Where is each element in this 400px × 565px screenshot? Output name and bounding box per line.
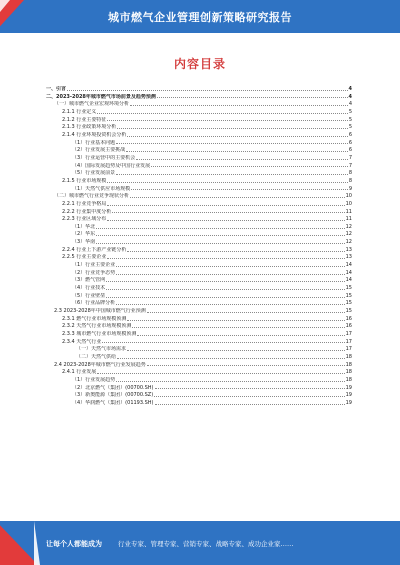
toc-entry-label: （2）华东 [72,231,96,238]
toc-entry-page: 6 [348,131,352,138]
toc-leader-dots [136,158,348,160]
report-title: 城市燃气企业管理创新策略研究报告 [108,11,292,24]
toc-entry[interactable] [46,224,352,232]
toc-leader-dots [130,196,345,198]
toc-entry-page: 5 [348,116,352,123]
toc-entry[interactable] [46,262,352,270]
toc-entry[interactable] [46,277,352,285]
page-footer [0,521,400,565]
toc-entry-page: 17 [345,346,352,353]
toc-entry-page: 7 [348,162,352,169]
toc-entry-label: 2.4 2023-2028年城市燃气行业发展趋势 [54,361,146,368]
toc-entry[interactable] [46,377,352,385]
toc-entry-page: 12 [345,239,352,246]
toc-entry-page: 13 [345,254,352,261]
toc-leader-dots [154,395,344,397]
toc-entry-page: 4 [348,101,352,108]
toc-entry-label: （3）华南 [72,239,96,246]
toc-entry-label: （1）行业主要企业 [72,262,116,269]
toc-entry-page: 18 [345,361,352,368]
toc-entry-label: （6）行业品牌分析 [72,300,116,307]
toc-entry[interactable] [46,369,352,377]
toc-leader-dots [130,104,348,106]
toc-entry-page: 10 [345,200,352,207]
page-header [0,0,400,33]
toc-entry-page: 14 [345,262,352,269]
toc-leader-dots [107,181,348,183]
toc-entry-label: （4）华润燃气（集团）(01193.SH) [72,399,154,406]
toc-entry[interactable] [46,285,352,293]
toc-entry-label: 2.1.5 行业市场规模 [62,177,107,184]
toc-leader-dots [107,219,344,221]
toc-leader-dots [67,89,348,91]
toc-entry[interactable] [46,124,352,132]
toc-entry[interactable] [46,392,352,400]
toc-leader-dots [102,341,344,343]
toc-entry[interactable] [46,308,352,316]
toc-entry-page: 15 [345,285,352,292]
toc-entry-label: 2.2.4 行业上下游产业链分析 [62,246,127,253]
toc-entry-label: 2.2.5 行业主要企业 [62,254,107,261]
toc-entry-label: 2.1.2 行业主要特征 [62,116,107,123]
toc-entry-page: 8 [348,177,352,184]
toc-entry[interactable] [46,109,352,117]
toc-entry-page: 4 [348,93,352,100]
toc-entry-page: 16 [345,323,352,330]
toc-leader-dots [97,112,348,114]
toc-leader-dots [116,303,344,305]
toc-entry-label: （1）天然气供应市场规模 [72,185,131,192]
toc-entry-page: 14 [345,277,352,284]
toc-entry-label: （一）天然气市场需求 [76,346,127,353]
toc-entry-label: （4）行业技术 [72,285,106,292]
toc-entry-page: 17 [345,338,352,345]
toc-entry[interactable] [46,293,352,301]
toc-entry[interactable] [46,147,352,155]
toc-entry[interactable] [46,239,352,247]
toc-entry-label: 2.3.1 燃气行业市场规模预测 [62,315,127,322]
toc-entry-page: 15 [345,300,352,307]
footer-tags: 行业专家、管理专家、营销专家、战略专家、成功企业家…… [118,540,294,548]
toc-leader-dots [127,349,345,351]
toc-leader-dots [116,265,344,267]
toc-entry[interactable] [46,155,352,163]
toc-entry[interactable] [46,254,352,262]
toc-leader-dots [116,142,348,144]
toc-entry[interactable] [46,362,352,370]
toc-leader-dots [127,250,344,252]
toc-entry-label: 2.2.2 行业集中度分析 [62,208,112,215]
toc-entry[interactable] [46,354,352,362]
toc-entry-label: （一）城市燃气企业宏观环境分析 [54,101,130,108]
toc-entry-label: （3）燃气管网 [72,277,106,284]
toc-entry[interactable] [46,101,352,109]
toc-entry[interactable] [46,385,352,393]
toc-entry-label: 2.4.1 行业发展 [62,369,97,376]
footer-slogan: 让每个人都能成为 [46,540,102,548]
toc-entry[interactable] [46,346,352,354]
toc-entry-page: 18 [345,376,352,383]
toc-entry-label: 2.1.3 行业政策环境分析 [62,124,117,131]
toc-leader-dots [107,257,344,259]
toc-leader-dots [126,150,348,152]
toc-entry-page: 16 [345,315,352,322]
toc-leader-dots [96,234,344,236]
toc-entry[interactable] [46,323,352,331]
toc-title: 内容目录 [173,57,226,71]
toc-entry-page: 11 [345,208,352,215]
toc-leader-dots [147,364,345,366]
toc-entry-label: 2.2.1 行业竞争格局 [62,200,107,207]
toc-entry-label: 2.1.1 行业定义 [62,108,97,115]
toc-entry[interactable] [46,339,352,347]
toc-entry-label: 2.1.4 行业环境投资机会分析 [62,131,127,138]
toc-leader-dots [106,280,344,282]
toc-entry-page: 15 [345,308,352,315]
toc-entry-label: （5）行业壁垒 [72,292,106,299]
toc-entry[interactable] [46,216,352,224]
toc-entry-page: 14 [345,269,352,276]
toc-entry[interactable] [46,163,352,171]
toc-leader-dots [96,227,344,229]
toc-entry-page: 5 [348,108,352,115]
toc-entry-page: 12 [345,223,352,230]
toc-leader-dots [127,319,344,321]
toc-leader-dots [117,357,345,359]
toc-entry-label: （3）新奥能源（集团）(00700.SZ) [72,392,154,399]
toc-entry-label: 2.3.2 天然气行业市场规模预测 [62,323,132,330]
toc-entry[interactable] [46,117,352,125]
toc-entry-label: 2.2.3 行业区域分布 [62,216,107,223]
toc-leader-dots [116,380,344,382]
toc-leader-dots [116,173,348,175]
toc-entry[interactable] [46,400,352,408]
toc-leader-dots [96,242,344,244]
toc-entry[interactable] [46,201,352,209]
toc-entry-label: （二）天然气供给 [76,353,117,360]
toc-entry-page: 11 [345,216,352,223]
toc-leader-dots [131,188,348,190]
toc-leader-dots [117,127,348,129]
toc-entry-label: （2）行业竞争态势 [72,269,116,276]
toc-leader-dots [106,288,344,290]
toc-entry-label: 2.3 2023-2028年中国城市燃气行业预测 [54,308,146,315]
toc-leader-dots [155,403,345,405]
toc-entry-label: （1）华北 [72,223,96,230]
toc-entry-page: 13 [345,246,352,253]
toc-entry[interactable] [46,316,352,324]
toc-entry-page: 6 [348,147,352,154]
toc-leader-dots [112,211,344,213]
toc-entry-label: （1）行业基本问题 [72,139,116,146]
toc-entry[interactable] [46,231,352,239]
toc-entry[interactable] [46,193,352,201]
footer-white-stripe [34,521,40,565]
toc-entry-page: 19 [345,399,352,406]
toc-entry-page: 19 [345,392,352,399]
toc-entry-label: 2.3.4 天然气行业 [62,338,102,345]
toc-entry[interactable] [46,331,352,339]
toc-entry[interactable] [46,209,352,217]
toc-leader-dots [132,326,344,328]
toc-entry[interactable] [46,186,352,194]
toc-entry-label: （二）城市燃气行业竞争现状分析 [54,193,130,200]
toc-entry-page: 18 [345,353,352,360]
toc-leader-dots [155,387,345,389]
toc-leader-dots [106,296,344,298]
toc-entry-label: 一、引言 [46,86,67,92]
toc-entry-label: （3）行业运营中的主要机会 [72,154,136,161]
toc-entry-page: 9 [348,185,352,192]
toc-entry-page: 6 [348,139,352,146]
toc-leader-dots [97,372,344,374]
toc-entry-page: 7 [348,154,352,161]
toc-leader-dots [107,119,348,121]
toc-entry-page: 17 [345,331,352,337]
toc-entry[interactable] [46,140,352,148]
toc-entry[interactable] [46,178,352,186]
toc-entry[interactable] [46,132,352,140]
toc-entry-page: 10 [345,193,352,200]
toc-leader-dots [157,96,348,98]
toc-entry-page: 19 [345,384,352,391]
toc-entry[interactable] [46,270,352,278]
toc-leader-dots [127,135,347,137]
toc-entry-page: 18 [345,369,352,376]
toc-entry-label: 2.3.3 城市燃气行业市场规模预测 [62,331,137,337]
toc-leader-dots [116,273,344,275]
toc-entry[interactable] [46,86,352,94]
toc-entry-label: （2）行业发展主要挑战 [72,147,126,154]
toc-leader-dots [137,334,344,336]
toc-leader-dots [107,204,344,206]
toc-entry-label: （2）北京燃气（集团）(00700.SH) [72,384,154,391]
table-of-contents [46,86,352,408]
toc-entry-page: 4 [348,86,352,92]
toc-entry[interactable] [46,247,352,255]
toc-leader-dots [147,311,345,313]
toc-entry-page: 8 [348,170,352,177]
toc-entry-label: 二、2023-2028年城市燃气市场前景及趋势预测 [46,93,156,100]
toc-entry-label: （5）行业发展前景 [72,170,116,177]
toc-entry[interactable] [46,170,352,178]
toc-entry[interactable] [46,300,352,308]
toc-leader-dots [151,165,348,167]
footer-red-corner [0,521,38,565]
toc-entry-page: 15 [345,292,352,299]
toc-entry-page: 5 [348,124,352,131]
toc-entry-page: 12 [345,231,352,238]
toc-entry-label: （4）国际发展趋势及中国行业发展 [72,162,151,169]
toc-entry[interactable] [46,94,352,102]
toc-entry-label: （1）行业发展趋势 [72,376,116,383]
